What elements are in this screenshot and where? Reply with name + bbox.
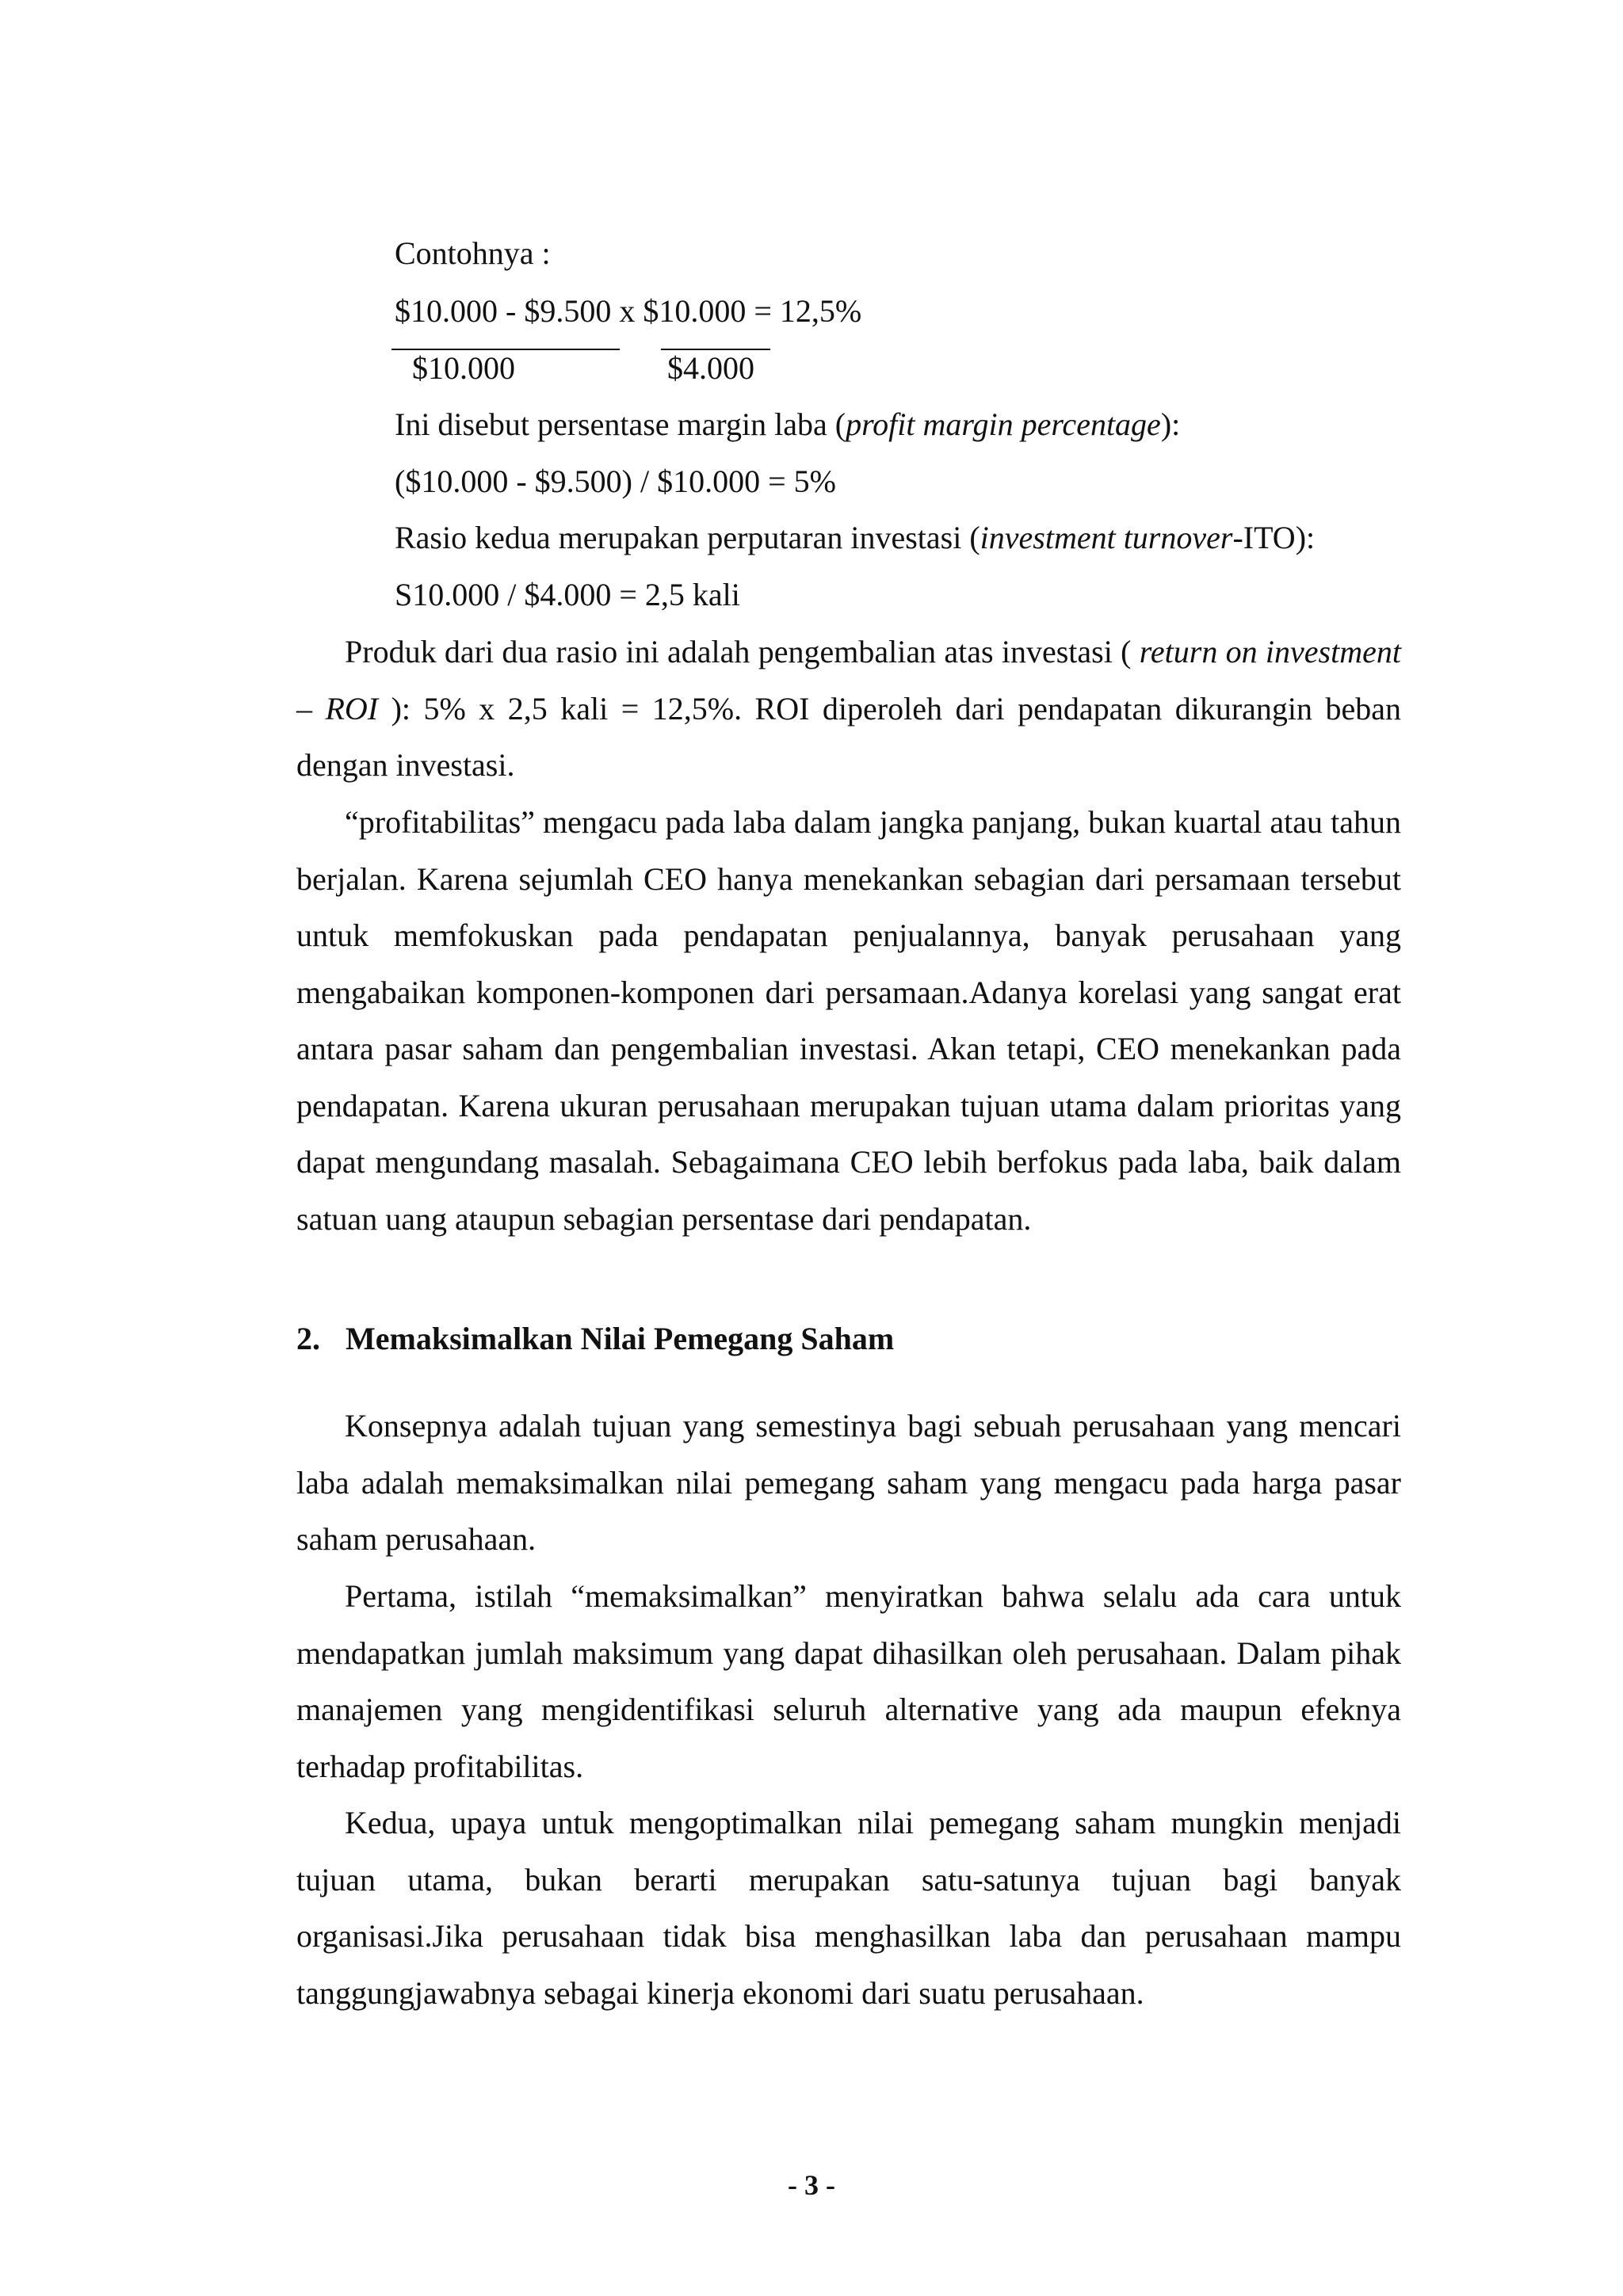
- page-number: - 3 -: [788, 2169, 835, 2201]
- section-paragraph-3: [296, 1794, 1401, 2021]
- roi-text: Produk dari dua rasio ini adalah pengembalian atas investasi (: [345, 634, 1140, 669]
- profitabilitas-text: “profitabilitas” mengacu pada laba dalam jangka panjang, bukan kuartal atau tahun berjalan. Karena sejumlah CEO hanya menekankan sebagian dari persamaan tersebut untuk memfokuskan pada pendapatan penjualannya, banyak perusahaan yang mengabaikan komponen-komponen dari persamaan.Adanya korelasi yang sangat erat antara pasar saham dan pengembalian investasi. Akan tetapi, CEO menekankan pada pendapatan. Karena ukuran perusahaan merupakan tujuan utama dalam prioritas yang dapat mengundang masalah. Sebagaimana CEO lebih berfokus pada laba, baik dalam satuan uang ataupun sebagian persentase dari pendapatan.: [296, 804, 1401, 1237]
- section-paragraph-3-text: Kedua, upaya untuk mengoptimalkan nilai pemegang saham mungkin menjadi tujuan utama, bukan berarti merupakan satu-satunya tujuan bagi banyak organisasi.Jika perusahaan tidak bisa menghasilkan laba dan perusahaan mampu tanggungjawabnya sebagai kinerja ekonomi dari suatu perusahaan.: [296, 1805, 1401, 2011]
- profit-margin-suffix: ):: [1160, 406, 1181, 442]
- profit-margin-text: Ini disebut persentase margin laba (: [395, 406, 846, 442]
- roi-paragraph: [296, 624, 1401, 794]
- roi-term: return on investment – ROI: [296, 634, 1401, 727]
- formula-denominator-2: $4.000: [667, 350, 754, 386]
- section-paragraph-1: [296, 1398, 1401, 1568]
- ito-term: investment turnover: [980, 520, 1233, 555]
- ito-suffix: -ITO):: [1232, 520, 1316, 555]
- ito-text: Rasio kedua merupakan perputaran investasi (: [395, 520, 980, 555]
- formula-denominator-1: $10.000: [412, 350, 515, 386]
- section-paragraph-1-text: Konsepnya adalah tujuan yang semestinya bagi sebuah perusahaan yang mencari laba adalah memaksimalkan nilai pemegang saham yang mengacu pada harga pasar saham perusahaan.: [296, 1408, 1401, 1557]
- section-title: Memaksimalkan Nilai Pemegang Saham: [346, 1321, 895, 1356]
- formula-numerator: $10.000 - $9.500 x $10.000 = 12,5%: [395, 293, 862, 329]
- profit-margin-term: profit margin percentage: [846, 406, 1161, 442]
- ito-line: [395, 519, 1315, 557]
- roi-text-end: ): 5% x 2,5 kali = 12,5%. ROI diperoleh dari pendapatan dikurangin beban dengan investasi.: [296, 690, 1401, 783]
- section-paragraph-2: [296, 1568, 1401, 1794]
- section-paragraph-2-text: Pertama, istilah “memaksimalkan” menyiratkan bahwa selalu ada cara untuk mendapatkan jumlah maksimum yang dapat dihasilkan oleh perusahaan. Dalam pihak manajemen yang mengidentifikasi seluruh alternative yang ada maupun efeknya terhadap profitabilitas.: [296, 1578, 1401, 1784]
- profitabilitas-paragraph: [296, 794, 1401, 1247]
- example-intro: Contohnya :: [395, 235, 551, 271]
- section-heading: [296, 1320, 894, 1358]
- profit-margin-line: [395, 406, 1180, 444]
- profit-margin-calc: ($10.000 - $9.500) / $10.000 = 5%: [395, 463, 836, 499]
- section-number: 2.: [296, 1321, 320, 1356]
- ito-calc: S10.000 / $4.000 = 2,5 kali: [395, 577, 740, 612]
